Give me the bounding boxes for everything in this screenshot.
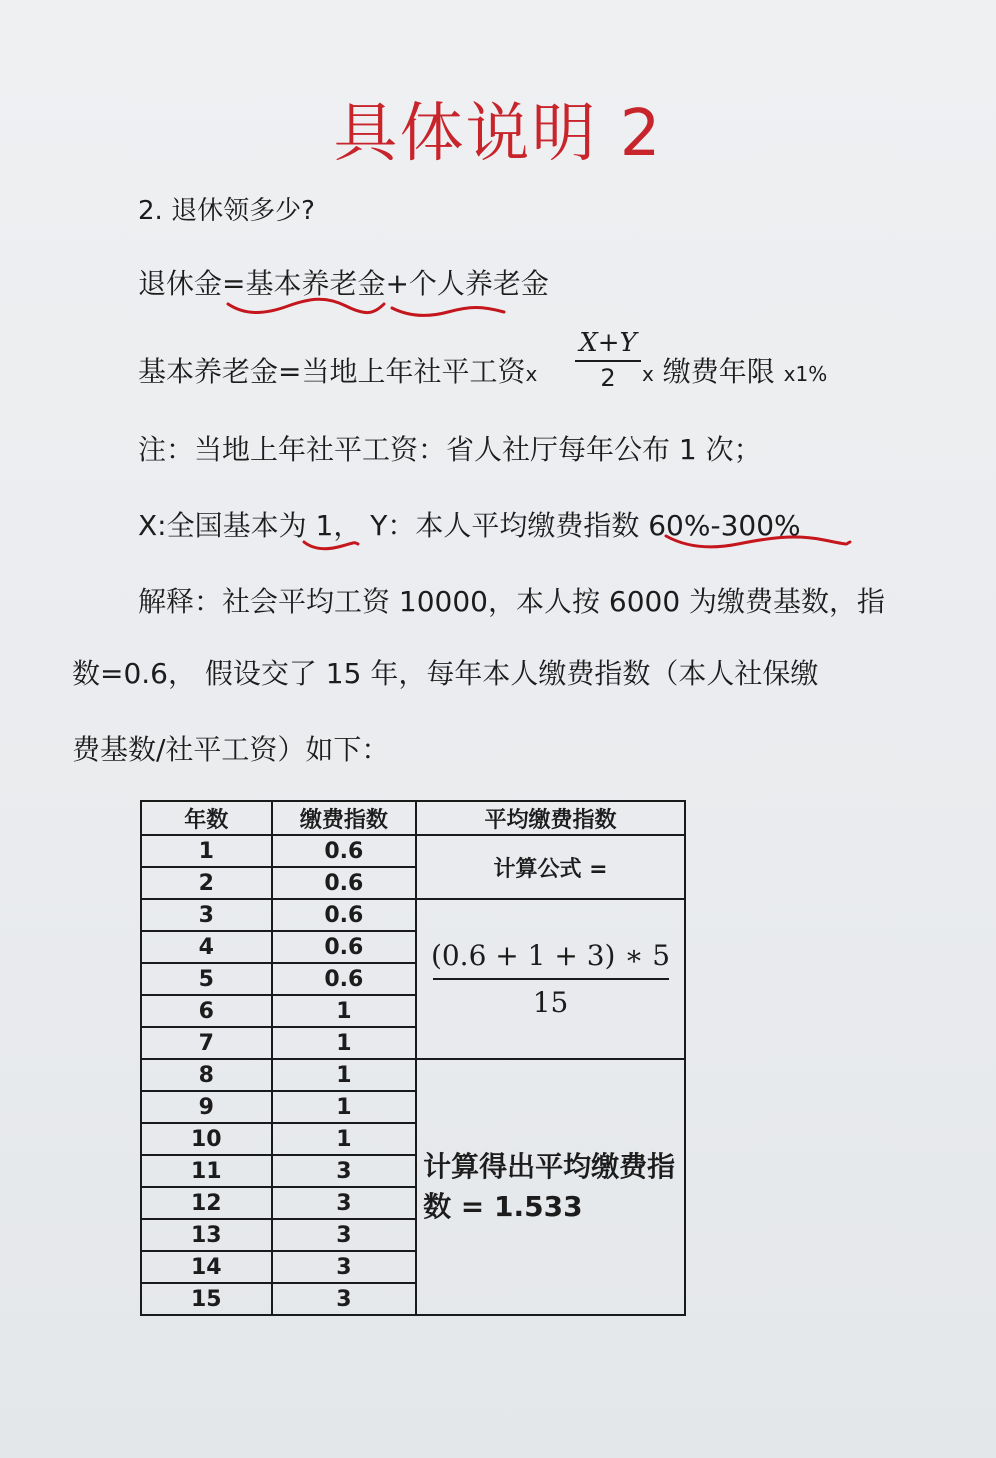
year-cell: 1 <box>141 835 272 867</box>
times-sign: x <box>642 362 654 386</box>
formula-basic-pension <box>138 350 537 390</box>
fraction-bar <box>575 360 641 362</box>
table-header-row <box>141 801 685 835</box>
index-cell: 1 <box>272 995 416 1027</box>
result-cell: 计算得出平均缴费指数 = 1.533 <box>416 1059 685 1315</box>
year-cell: 8 <box>141 1059 272 1091</box>
page-title: 具体说明 2 <box>333 97 663 171</box>
table-row <box>141 1059 685 1091</box>
explanation-line-3: 费基数/社平工资）如下： <box>72 733 390 766</box>
index-cell: 0.6 <box>272 835 416 867</box>
times-sign: x <box>525 362 538 386</box>
fraction-x-plus-y-over-2 <box>575 328 641 392</box>
year-cell: 7 <box>141 1027 272 1059</box>
index-cell: 1 <box>272 1059 416 1091</box>
formula-basic-pension-right <box>642 350 827 390</box>
year-cell: 4 <box>141 931 272 963</box>
contribution-index-table <box>140 800 686 1316</box>
contribution-years-label: 缴费年限 <box>662 355 775 388</box>
explanation-line-2: 数=0.6， 假设交了 15 年，每年本人缴费指数（本人社保缴 <box>72 657 819 690</box>
index-cell: 1 <box>272 1091 416 1123</box>
index-cell: 3 <box>272 1155 416 1187</box>
explanation-line-1: 解释：社会平均工资 10000，本人按 6000 为缴费基数，指 <box>138 585 886 618</box>
hand-underline-one <box>302 536 360 556</box>
table-row <box>141 899 685 931</box>
index-cell: 1 <box>272 1027 416 1059</box>
question-heading: 2. 退休领多少? <box>138 196 315 226</box>
formula-pension-total: 退休金=基本养老金+个人养老金 <box>138 267 549 300</box>
index-cell: 3 <box>272 1251 416 1283</box>
average-formula <box>427 939 674 1019</box>
hand-underline-personal-pension <box>390 300 506 322</box>
one-percent-factor: x1% <box>783 362 828 386</box>
year-cell: 11 <box>141 1155 272 1187</box>
index-cell: 0.6 <box>272 899 416 931</box>
index-cell: 3 <box>272 1187 416 1219</box>
header-contribution-index: 缴费指数 <box>272 801 416 835</box>
hand-underline-range <box>664 530 852 554</box>
table-row <box>141 835 685 867</box>
index-cell: 0.6 <box>272 931 416 963</box>
formula-label-cell: 计算公式 = <box>416 835 685 899</box>
year-cell: 12 <box>141 1187 272 1219</box>
year-cell: 5 <box>141 963 272 995</box>
year-cell: 6 <box>141 995 272 1027</box>
index-cell: 1 <box>272 1123 416 1155</box>
fraction-denominator: 2 <box>600 364 616 392</box>
index-cell: 0.6 <box>272 963 416 995</box>
year-cell: 2 <box>141 867 272 899</box>
note-line: 注：当地上年社平工资：省人社厅每年公布 1 次； <box>138 433 762 466</box>
average-formula-numerator: (0.6 + 1 + 3) ∗ 5 <box>430 939 671 972</box>
formula-cell <box>416 899 685 1059</box>
year-cell: 15 <box>141 1283 272 1315</box>
average-formula-denominator: 15 <box>532 986 569 1019</box>
index-cell: 3 <box>272 1219 416 1251</box>
year-cell: 9 <box>141 1091 272 1123</box>
fraction-numerator: X+Y <box>579 328 637 358</box>
year-cell: 10 <box>141 1123 272 1155</box>
header-average-index: 平均缴费指数 <box>416 801 685 835</box>
year-cell: 3 <box>141 899 272 931</box>
year-cell: 14 <box>141 1251 272 1283</box>
hand-underline-basic-pension <box>226 294 386 318</box>
header-years: 年数 <box>141 801 272 835</box>
formula-basic-pension-left: 基本养老金=当地上年社平工资 <box>138 355 526 388</box>
xy-definition: X:全国基本为 1， Y：本人平均缴费指数 60%-300% <box>138 509 801 542</box>
year-cell: 13 <box>141 1219 272 1251</box>
index-cell: 0.6 <box>272 867 416 899</box>
index-cell: 3 <box>272 1283 416 1315</box>
